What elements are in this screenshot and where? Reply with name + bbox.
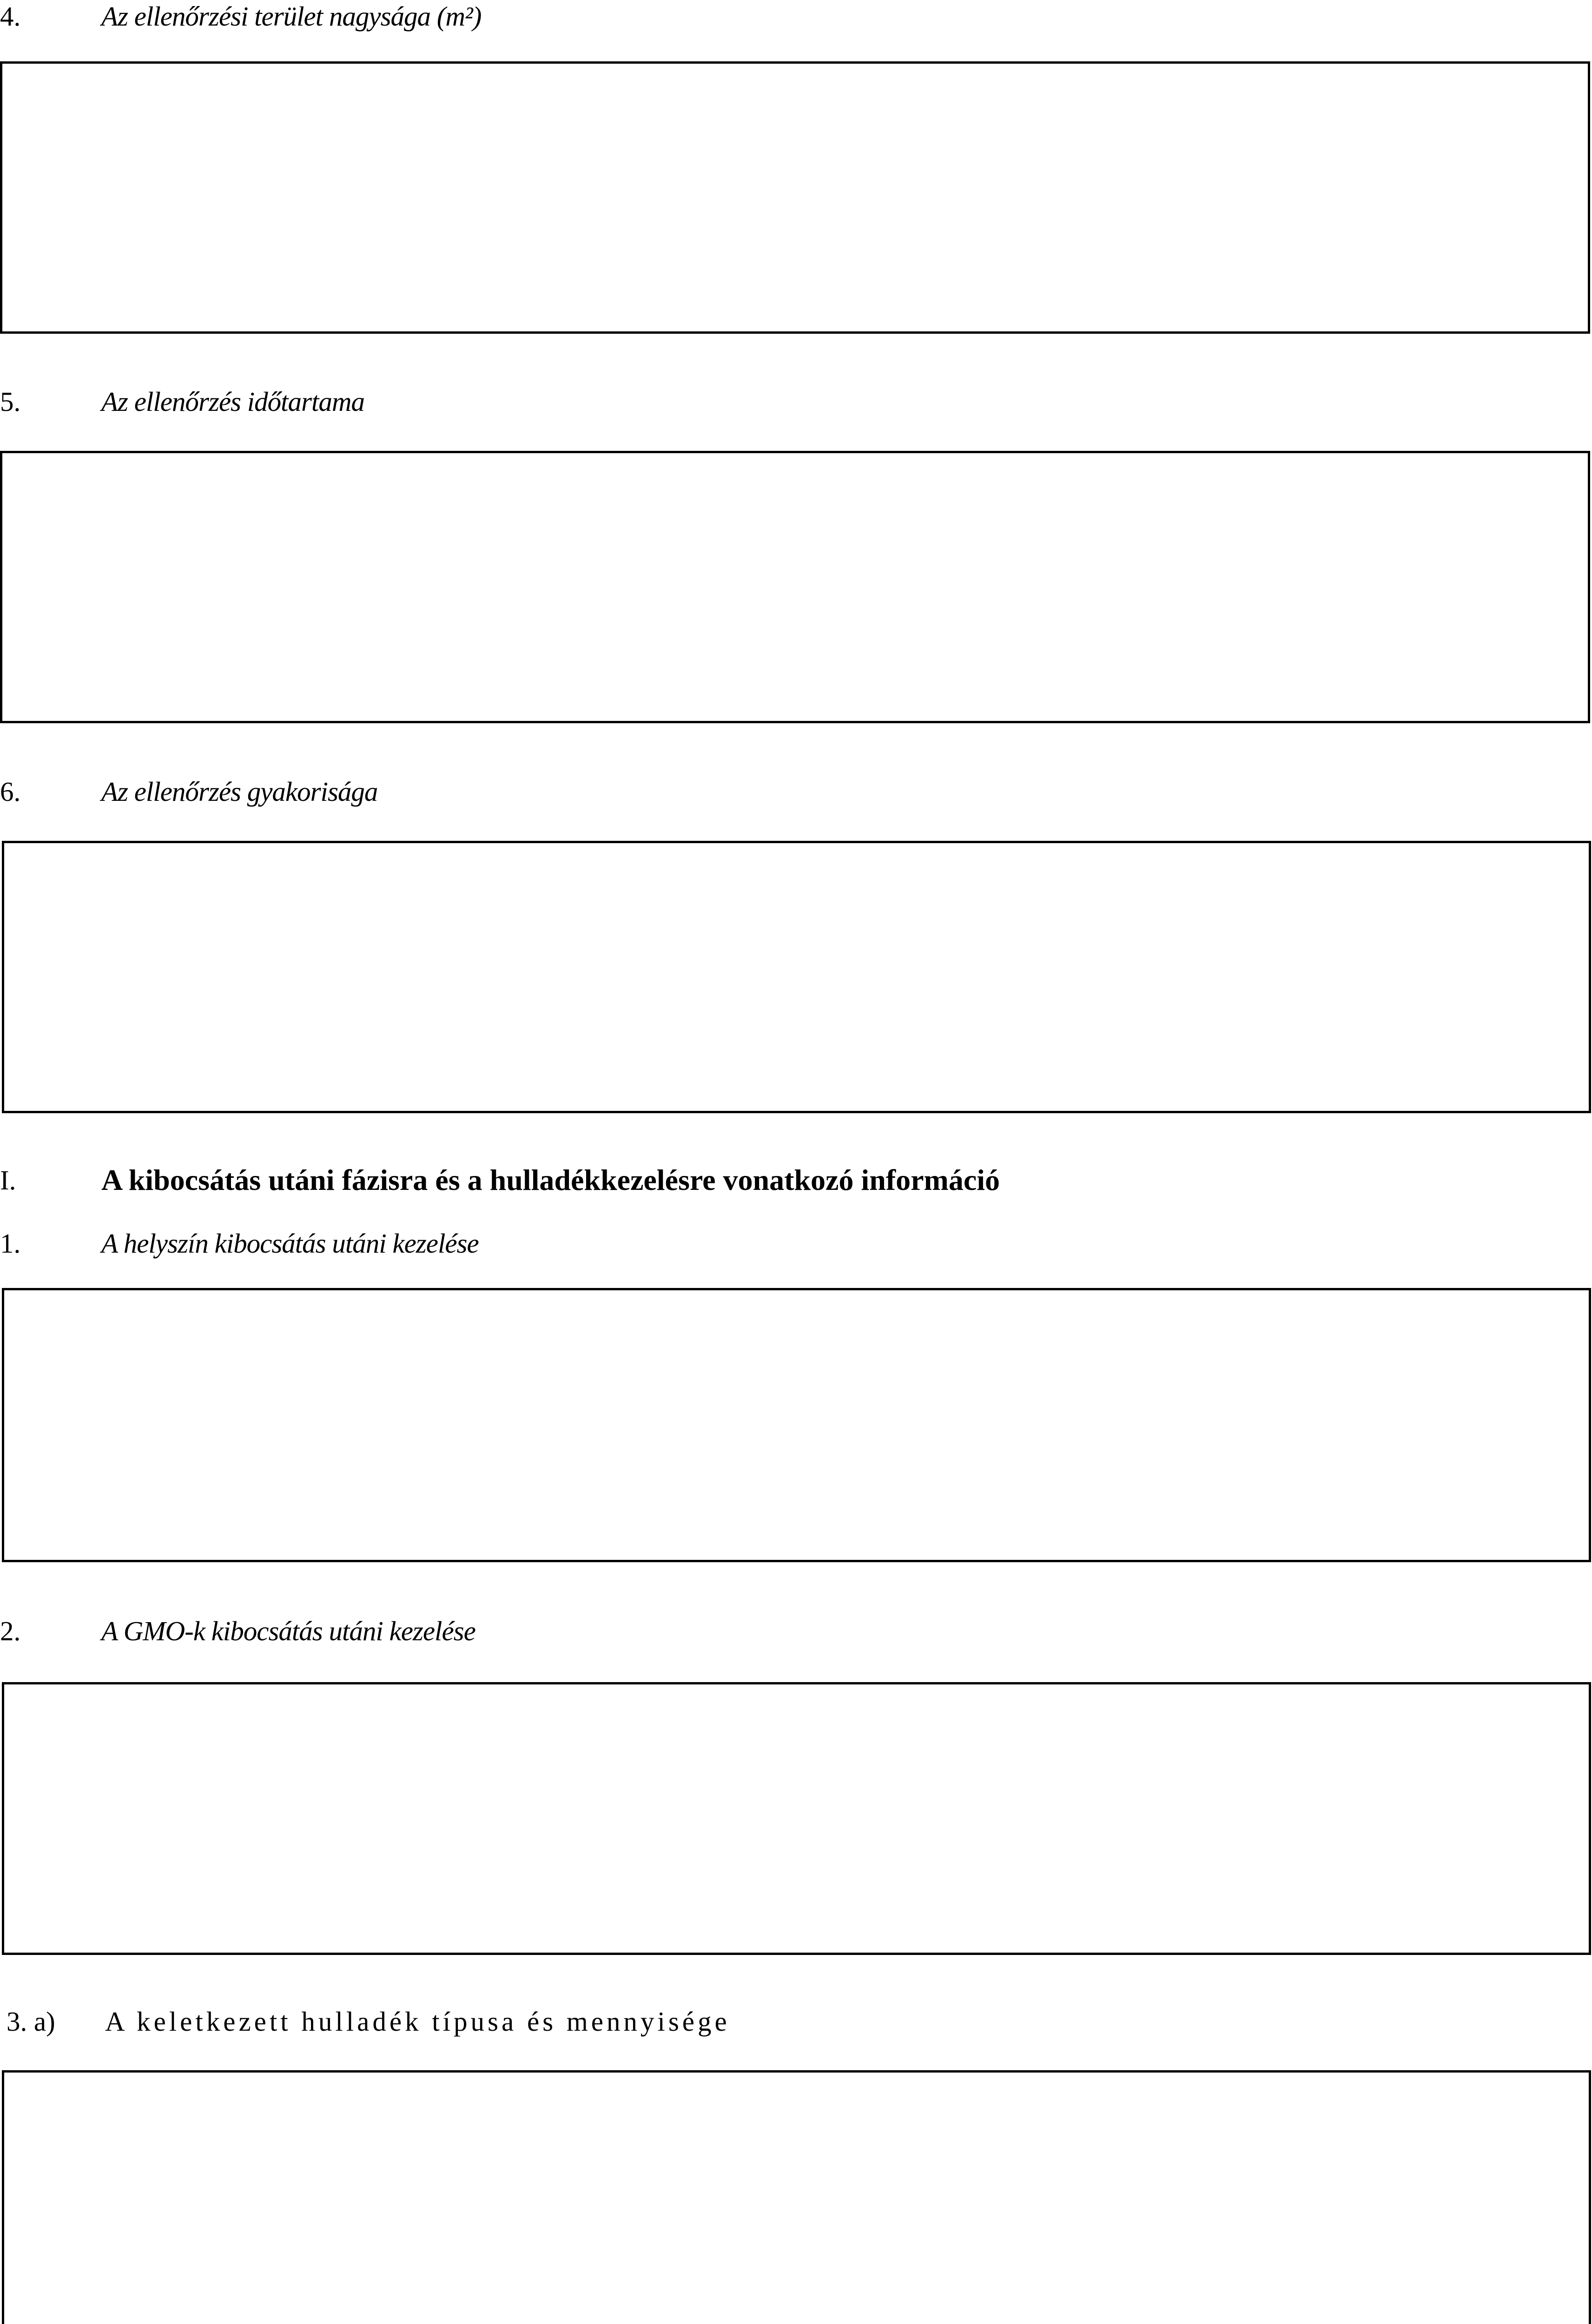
section-number: I. [0, 1165, 16, 1195]
answer-box-gmo-treatment[interactable] [2, 1682, 1591, 1955]
section-label: A GMO-k kibocsátás utáni kezelése [101, 1616, 476, 1646]
section-number: 6. [0, 776, 21, 807]
section-label: Az ellenőrzés gyakorisága [101, 776, 378, 807]
answer-box-duration[interactable] [0, 451, 1590, 723]
answer-box-area-size[interactable] [0, 61, 1590, 334]
section-number: 3. a) [7, 2006, 55, 2037]
answer-box-site-treatment[interactable] [2, 1288, 1591, 1562]
section-label: A keletkezett hulladék típusa és mennyisége [105, 2006, 730, 2037]
section-number: 4. [0, 1, 21, 32]
section-title: A kibocsátás utáni fázisra és a hulladékkezelésre vonatkozó információ [101, 1163, 1000, 1196]
section-number: 1. [0, 1228, 21, 1259]
section-label: Az ellenőrzési terület nagysága (m²) [101, 1, 482, 32]
section-label: Az ellenőrzés időtartama [101, 386, 364, 417]
section-number: 5. [0, 386, 21, 417]
section-number: 2. [0, 1616, 21, 1646]
answer-box-waste-type-quantity[interactable] [2, 2070, 1591, 2324]
answer-box-frequency[interactable] [2, 841, 1591, 1113]
section-label: A helyszín kibocsátás utáni kezelése [101, 1228, 479, 1259]
